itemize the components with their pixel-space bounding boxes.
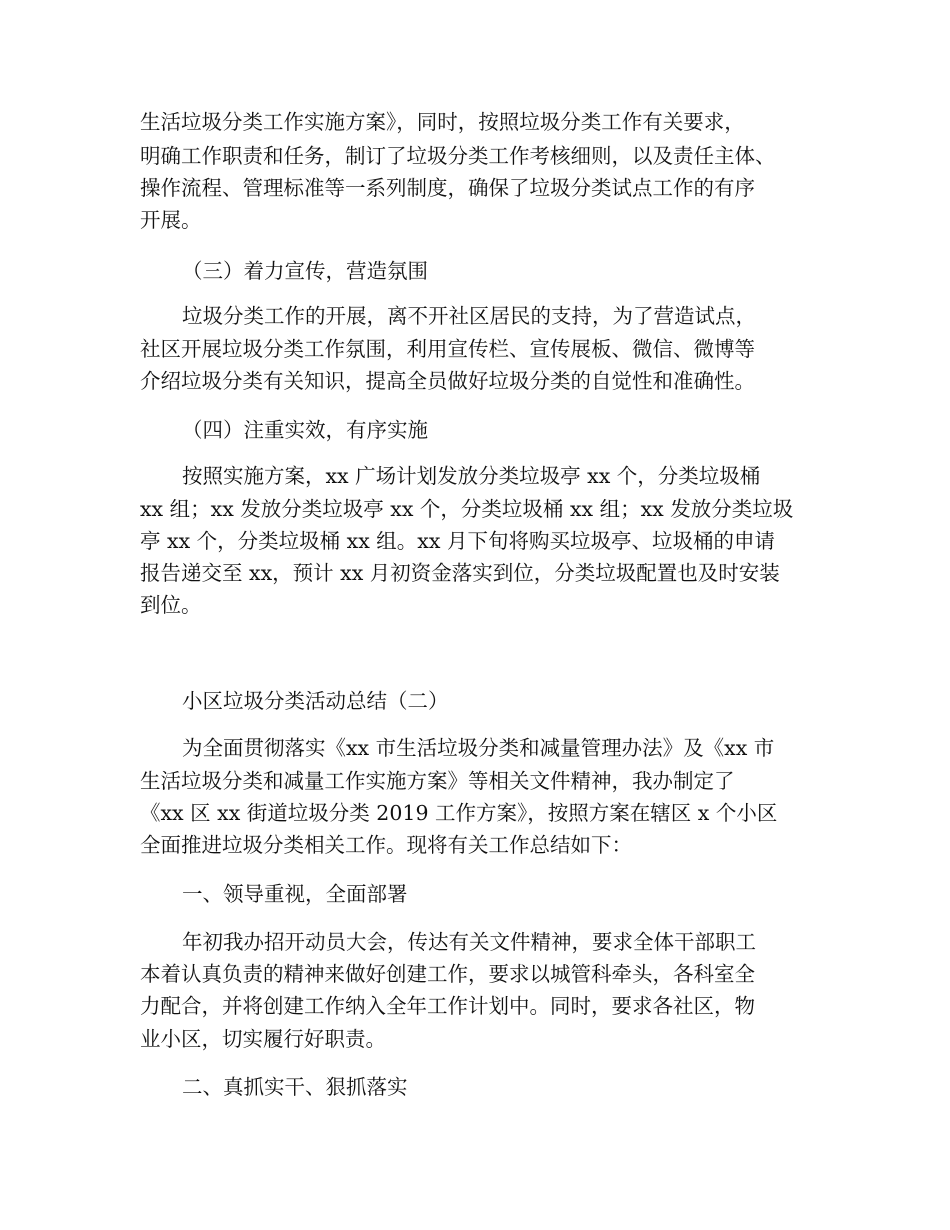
body-text-line: 本着认真负责的精神来做好创建工作，要求以城管科牵头，各科室全	[140, 962, 755, 986]
body-text-line: 开展。	[140, 208, 202, 232]
body-text-line: 生活垃圾分类和减量工作实施方案》等相关文件精神，我办制定了	[140, 769, 735, 793]
body-text-line: 操作流程、管理标准等一系列制度，确保了垃圾分类试点工作的有序	[140, 176, 755, 200]
section-heading: （三）着力宣传，营造氛围	[182, 259, 428, 283]
body-text-line: 到位。	[140, 593, 202, 617]
body-text-line: 按照实施方案，xx 广场计划发放分类垃圾亭 xx 个，分类垃圾桶	[182, 464, 761, 488]
body-text-line: 亭 xx 个，分类垃圾桶 xx 组。xx 月下旬将购买垃圾亭、垃圾桶的申请	[140, 529, 775, 553]
body-text-line: 力配合，并将创建工作纳入全年工作计划中。同时，要求各社区，物	[140, 994, 755, 1018]
body-text-line: 明确工作职责和任务，制订了垃圾分类工作考核细则，以及责任主体、	[140, 144, 776, 168]
body-text-line: 年初我办招开动员大会，传达有关文件精神，要求全体干部职工	[182, 930, 756, 954]
body-text-line: 业小区，切实履行好职责。	[140, 1027, 386, 1051]
body-text-line: 生活垃圾分类工作实施方案》，同时，按照垃圾分类工作有关要求，	[140, 110, 745, 134]
body-text-line: 全面推进垃圾分类相关工作。现将有关工作总结如下：	[140, 833, 632, 857]
body-text-line: 社区开展垃圾分类工作氛围，利用宣传栏、宣传展板、微信、微博等	[140, 337, 755, 361]
section-heading: 二、真抓实干、狠抓落实	[182, 1075, 408, 1099]
section-heading: （四）注重实效，有序实施	[182, 418, 428, 442]
body-text-line: 《xx 区 xx 街道垃圾分类 2019 工作方案》，按照方案在辖区 x 个小区	[140, 801, 778, 825]
section-heading: 一、领导重视，全面部署	[182, 882, 408, 906]
body-text-line: 垃圾分类工作的开展，离不开社区居民的支持，为了营造试点，	[182, 304, 756, 328]
body-text-line: 报告递交至 xx，预计 xx 月初资金落实到位，分类垃圾配置也及时安装	[140, 561, 780, 585]
body-text-line: xx 组；xx 发放分类垃圾亭 xx 个，分类垃圾桶 xx 组；xx 发放分类垃圾	[140, 497, 794, 521]
article-title: 小区垃圾分类活动总结（二）	[182, 689, 449, 713]
body-text-line: 为全面贯彻落实《xx 市生活垃圾分类和减量管理办法》及《xx 市	[182, 736, 775, 760]
body-text-line: 介绍垃圾分类有关知识，提高全员做好垃圾分类的自觉性和准确性。	[140, 369, 755, 393]
